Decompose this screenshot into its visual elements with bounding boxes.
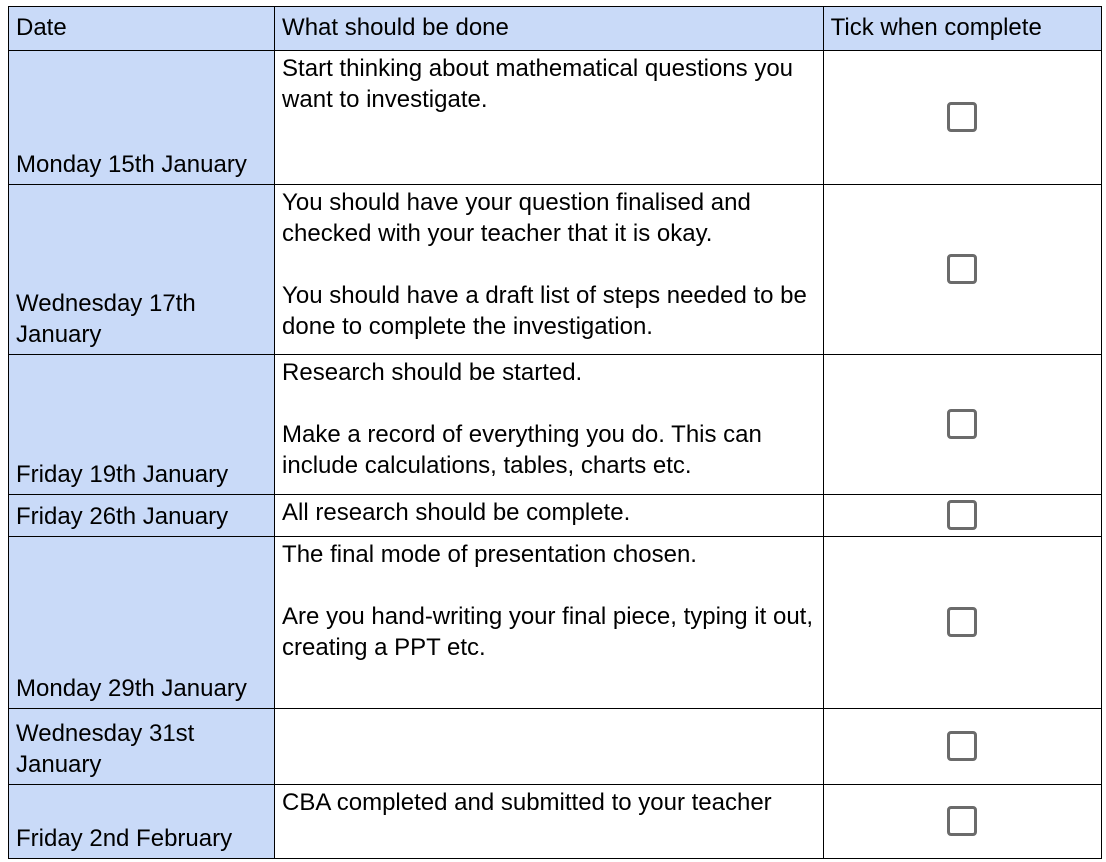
table-row: [9, 709, 1102, 785]
task-text: The final mode of presentation chosen.: [282, 541, 697, 568]
table-row: [9, 785, 1102, 859]
task-cell: [275, 709, 824, 785]
task-text: All research should be complete.: [282, 499, 631, 526]
date-cell: Friday 2nd February: [9, 785, 275, 859]
completion-checkbox[interactable]: [947, 731, 977, 761]
completion-checkbox[interactable]: [947, 409, 977, 439]
tick-cell: [823, 785, 1101, 859]
tick-cell: [823, 537, 1101, 709]
table-row: [9, 51, 1102, 185]
completion-checkbox[interactable]: [947, 500, 977, 530]
tick-cell: [823, 355, 1101, 495]
task-cell: [275, 51, 824, 185]
header-task: What should be done: [275, 7, 824, 51]
completion-checkbox[interactable]: [947, 102, 977, 132]
completion-checkbox[interactable]: [947, 607, 977, 637]
date-cell: Friday 19th January: [9, 355, 275, 495]
table-row: [9, 355, 1102, 495]
task-cell: [275, 355, 824, 495]
date-cell: Wednesday 31st January: [9, 709, 275, 785]
date-cell: Monday 15th January: [9, 51, 275, 185]
date-cell: Friday 26th January: [9, 495, 275, 537]
date-cell: Wednesday 17th January: [9, 185, 275, 355]
task-text: You should have a draft list of steps needed to be done to complete the investigation.: [282, 282, 807, 340]
task-cell: [275, 785, 824, 859]
task-cell: [275, 495, 824, 537]
task-text: Make a record of everything you do. This can include calculations, tables, charts etc.: [282, 421, 762, 479]
task-cell: [275, 185, 824, 355]
task-text: CBA completed and submitted to your teacher: [282, 789, 772, 816]
tick-cell: [823, 51, 1101, 185]
table-row: [9, 495, 1102, 537]
task-text: Are you hand-writing your final piece, typing it out, creating a PPT etc.: [282, 603, 813, 661]
tick-cell: [823, 709, 1101, 785]
table-row: [9, 537, 1102, 709]
task-text: Start thinking about mathematical questions you want to investigate.: [282, 55, 794, 113]
header-row: [9, 7, 1102, 51]
task-checklist-table: [8, 6, 1102, 859]
date-cell: Monday 29th January: [9, 537, 275, 709]
completion-checkbox[interactable]: [947, 806, 977, 836]
task-text: You should have your question finalised and checked with your teacher that it is okay.: [282, 189, 751, 247]
header-tick: Tick when complete: [823, 7, 1101, 51]
tick-cell: [823, 495, 1101, 537]
completion-checkbox[interactable]: [947, 254, 977, 284]
tick-cell: [823, 185, 1101, 355]
table-row: [9, 185, 1102, 355]
task-text: Research should be started.: [282, 359, 583, 386]
task-cell: [275, 537, 824, 709]
header-date: Date: [9, 7, 275, 51]
